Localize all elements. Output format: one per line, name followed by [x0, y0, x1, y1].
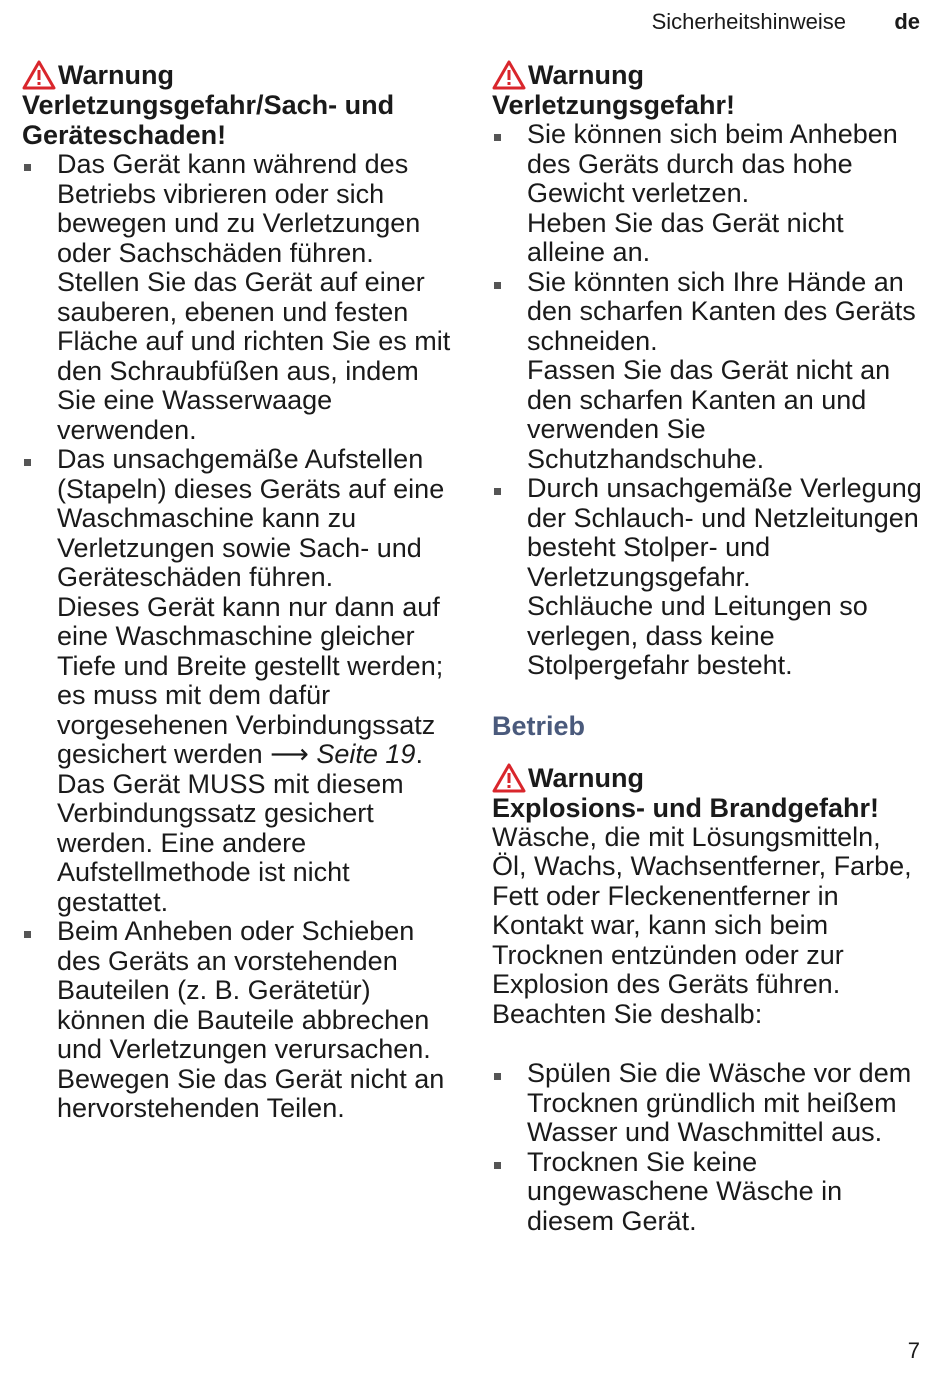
- spacer: [492, 1029, 922, 1059]
- list-item: [492, 268, 922, 475]
- warning-heading: [492, 60, 922, 90]
- warning-subtitle: Verletzungsgefahr/Sach- und Geräteschaden!: [22, 90, 395, 150]
- warning-triangle-icon: [22, 60, 56, 90]
- page-header: [0, 6, 950, 36]
- list-item-text: Sie können sich beim Anheben des Geräts durch das hohe Gewicht verletzen.: [527, 119, 898, 208]
- page-number: 7: [907, 1338, 920, 1363]
- warning-title: Warnung: [528, 762, 644, 793]
- list-item-continuation: Schläuche und Leitungen so verlegen, dass keine Stolpergefahr besteht.: [527, 591, 868, 680]
- header-language: de: [894, 9, 920, 34]
- list-item: [22, 917, 452, 1124]
- warning-intro: Wäsche, die mit Lösungsmitteln, Öl, Wachs, Wachsentferner, Farbe, Fett oder Fleckenentferner in Kontakt war, kann sich beim Trocknen entzünden oder zur Explosion des Geräts führen. Beachten Sie deshalb:: [492, 821, 912, 1029]
- section-title: Betrieb: [492, 710, 586, 741]
- right-column: [492, 60, 922, 1236]
- continuation-text-end: . Das Gerät MUSS mit diesem Verbindungssatz gesichert werden. Eine andere Aufstellmethode ist nicht gestattet.: [57, 739, 423, 917]
- list-item: [492, 120, 922, 268]
- warning-title: Warnung: [58, 60, 174, 90]
- list-item: [492, 474, 922, 681]
- list-item-text: Das unsachgemäße Aufstellen (Stapeln) dieses Geräts auf eine Waschmaschine kann zu Verletzungen sowie Sach- und Geräteschäden führen.: [57, 444, 445, 592]
- list-item-text: Trocknen Sie keine ungewaschene Wäsche in diesem Gerät.: [527, 1146, 843, 1236]
- list-item-text: Durch unsachgemäße Verlegung der Schlauch- und Netzleitungen besteht Stolper- und Verletzungsgefahr.: [527, 473, 922, 592]
- list-item-continuation: Stellen Sie das Gerät auf einer sauberen, ebenen und festen Fläche auf und richten Sie es mit den Schraubfüßen aus, indem Sie eine Wasserwaage verwenden.: [57, 267, 451, 445]
- list-item: [492, 1148, 922, 1237]
- list-item-continuation: Heben Sie das Gerät nicht alleine an.: [527, 207, 844, 267]
- list-item: [22, 445, 452, 917]
- warning-heading: [492, 763, 922, 793]
- arrow-icon: ⟶: [270, 739, 309, 769]
- warning-title: Warnung: [528, 60, 644, 90]
- warning-heading: [22, 60, 452, 90]
- list-item-text: Beim Anheben oder Schieben des Geräts an vorstehenden Bauteilen (z. B. Gerätetür) können die Bauteile abbrechen und Verletzungen verursachen.: [57, 916, 431, 1064]
- list-item: [492, 1059, 922, 1148]
- list-item-continuation: Bewegen Sie das Gerät nicht an hervorstehenden Teilen.: [57, 1063, 445, 1123]
- list-item-continuation: [57, 593, 452, 918]
- left-column: [22, 60, 452, 1124]
- list-item-text: Das Gerät kann während des Betriebs vibrieren oder sich bewegen und zu Verletzungen oder Sachschäden führen.: [57, 149, 421, 268]
- header-section-title: Sicherheitshinweise: [651, 9, 846, 34]
- list-item-continuation: Fassen Sie das Gerät nicht an den scharfen Kanten an und verwenden Sie Schutzhandschuhe.: [527, 355, 891, 474]
- warning-list: [492, 120, 922, 681]
- list-item: [22, 150, 452, 445]
- warning-triangle-icon: [492, 763, 526, 793]
- warning-subtitle: Explosions- und Brandgefahr!: [492, 792, 880, 823]
- warning-subtitle: Verletzungsgefahr!: [492, 90, 736, 120]
- warning-list: [492, 1059, 922, 1236]
- page-reference-link[interactable]: Seite 19: [316, 739, 416, 769]
- warning-triangle-icon: [492, 60, 526, 90]
- list-item-text: Spülen Sie die Wäsche vor dem Trocknen gründlich mit heißem Wasser und Waschmittel aus.: [527, 1058, 912, 1147]
- list-item-text: Sie könnten sich Ihre Hände an den scharfen Kanten des Geräts schneiden.: [527, 266, 916, 356]
- warning-list: [22, 150, 452, 1124]
- continuation-text: Dieses Gerät kann nur dann auf eine Waschmaschine gleicher Tiefe und Breite gestellt werden; es muss mit dem dafür vorgesehenen Verbindungssatz gesichert werden: [57, 591, 444, 769]
